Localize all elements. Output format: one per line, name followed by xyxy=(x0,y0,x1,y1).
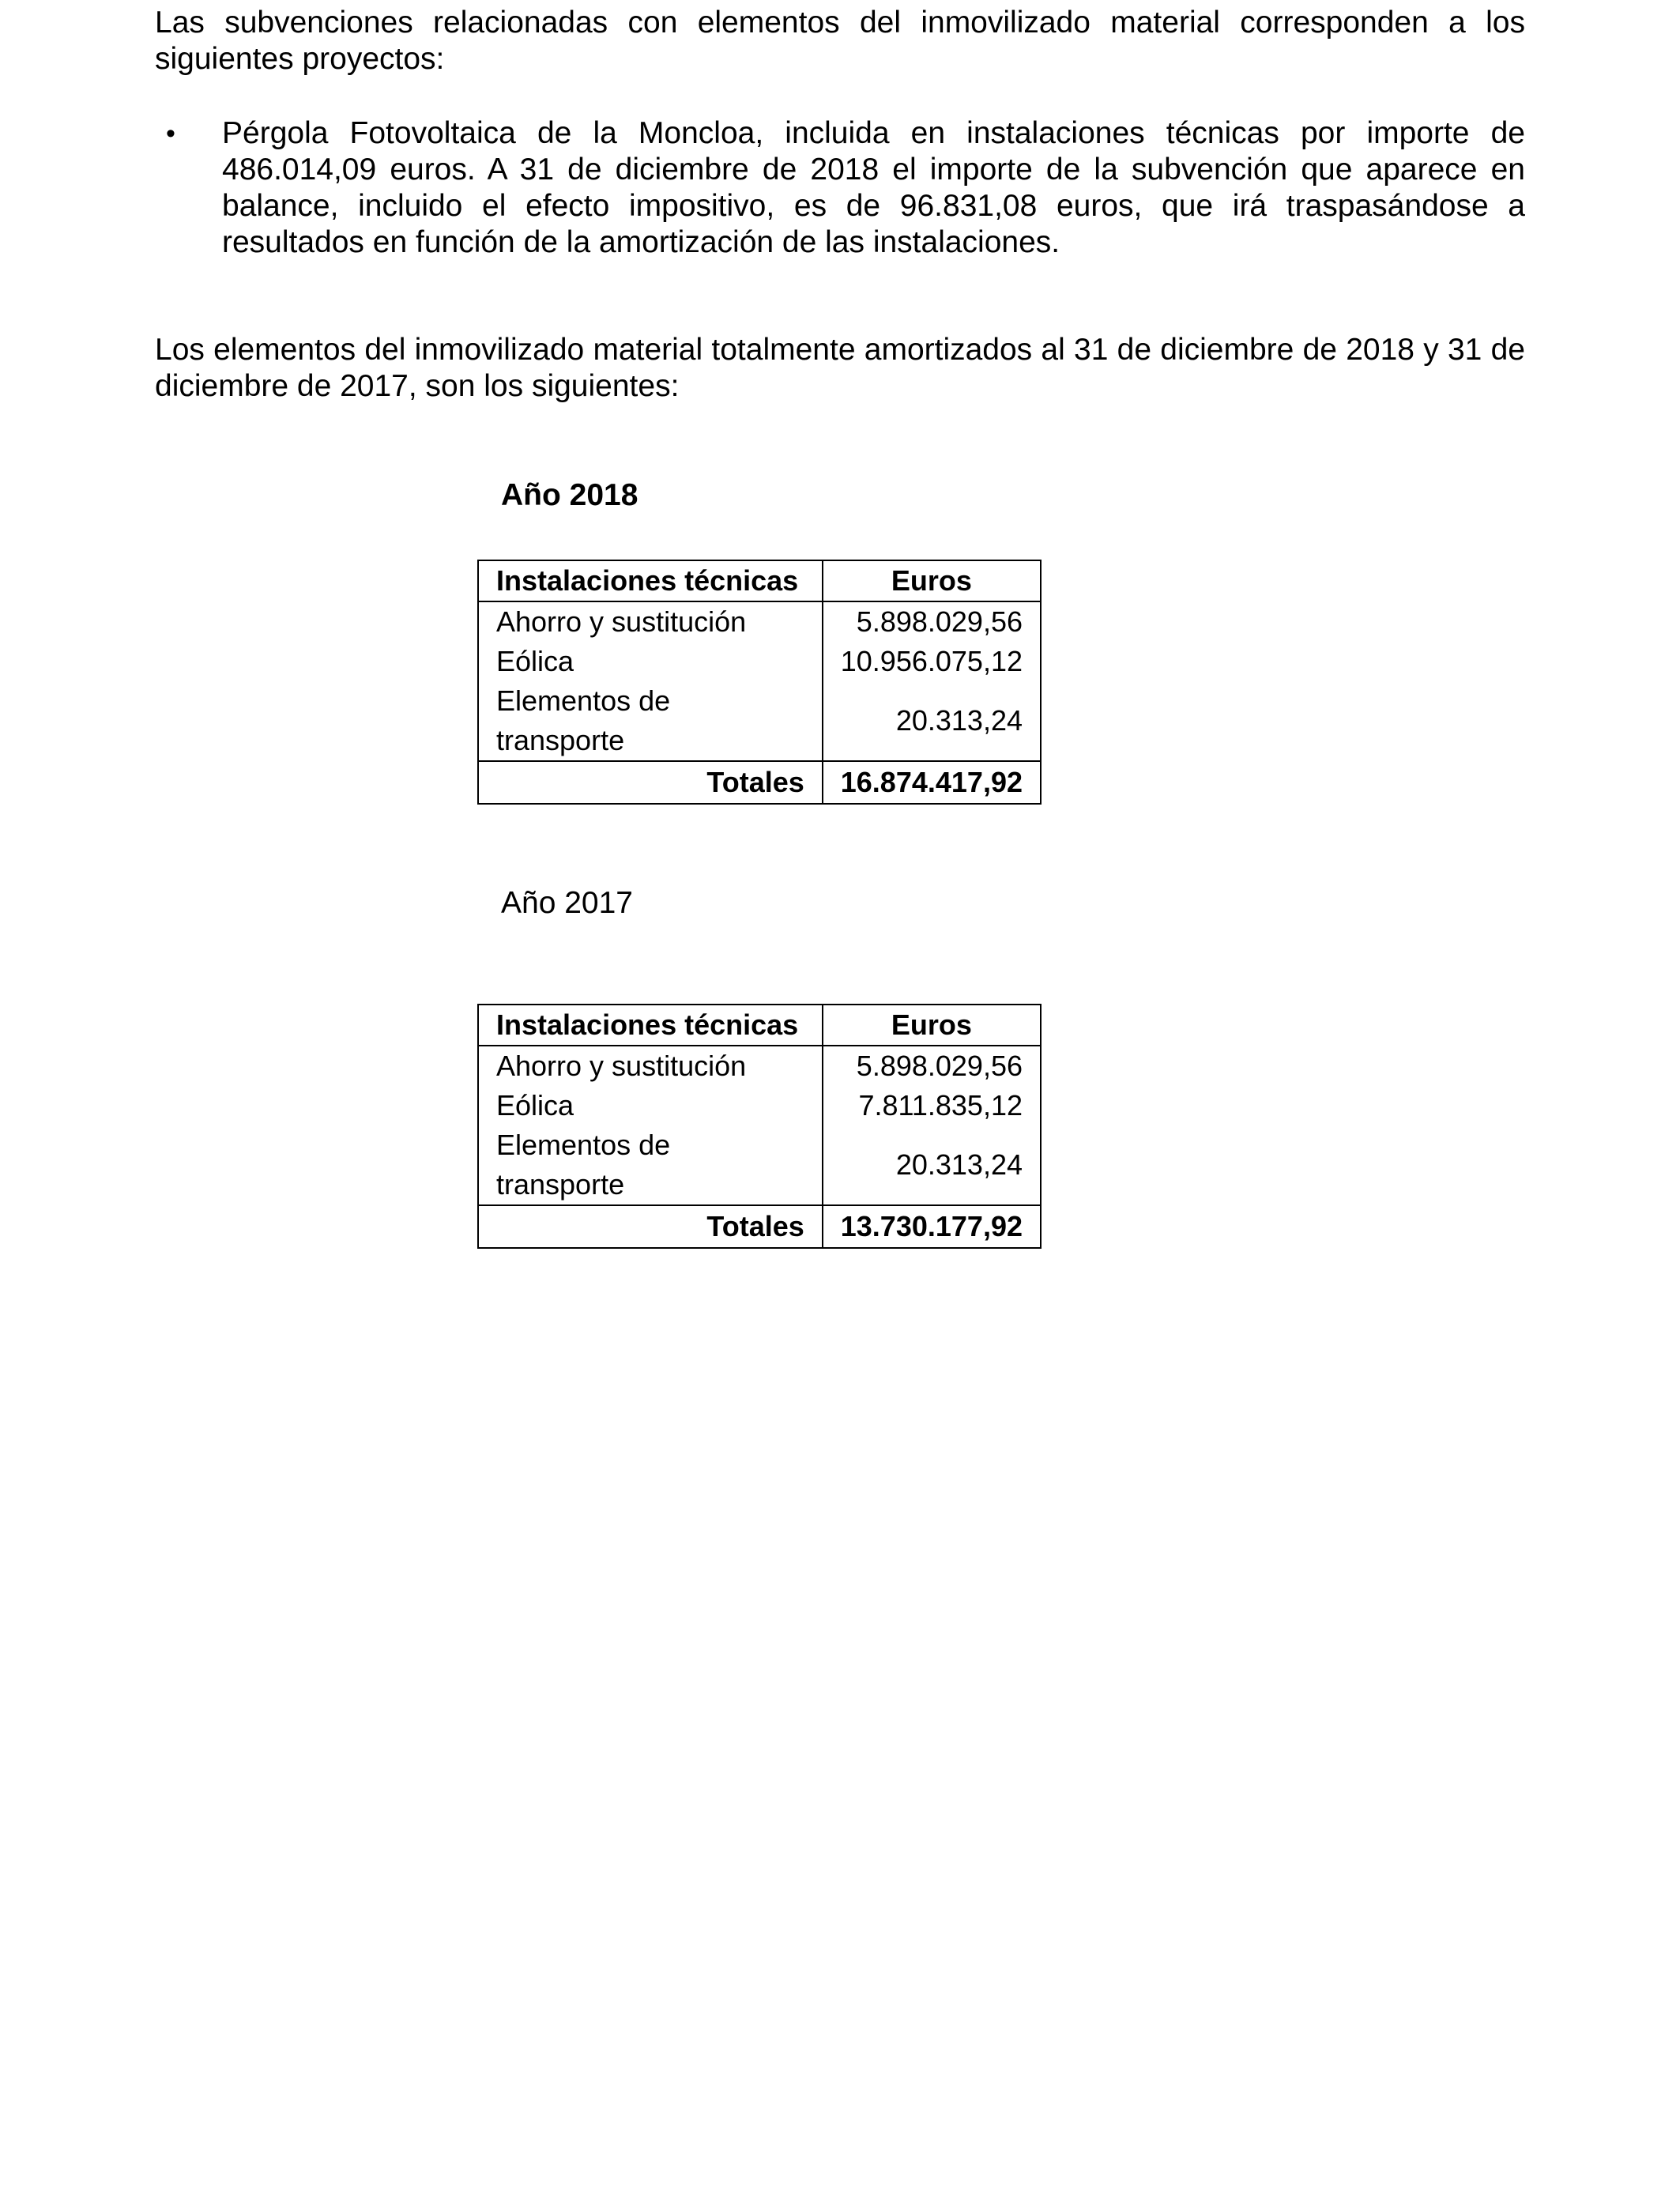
amortized-paragraph: Los elementos del inmovilizado material totalmente amortizados al 31 de diciembre de 2018 y 31 de diciembre de 2017, son los siguientes: xyxy=(155,333,1525,403)
year-2017-title: Año 2017 xyxy=(501,886,633,920)
year-2018-title: Año 2018 xyxy=(501,478,638,512)
table-2017 xyxy=(477,1004,1042,1249)
total-row xyxy=(478,761,1041,804)
row-value: 20.313,24 xyxy=(823,1125,1041,1205)
row-value: 5.898.029,56 xyxy=(823,601,1041,642)
total-value: 16.874.417,92 xyxy=(823,761,1041,804)
total-label: Totales xyxy=(478,761,823,804)
header-euros: Euros xyxy=(823,1005,1041,1046)
table-row xyxy=(478,1086,1041,1125)
row-label: Eólica xyxy=(478,642,823,681)
row-value: 20.313,24 xyxy=(823,681,1041,761)
table-row xyxy=(478,681,1041,761)
table-header-row xyxy=(478,560,1041,601)
row-label: Elementos de transporte xyxy=(478,1125,823,1205)
row-label: Eólica xyxy=(478,1086,823,1125)
table-row xyxy=(478,1046,1041,1086)
header-euros: Euros xyxy=(823,560,1041,601)
table-row xyxy=(478,1125,1041,1205)
table-row xyxy=(478,601,1041,642)
row-label: Ahorro y sustitución xyxy=(478,1046,823,1086)
total-label: Totales xyxy=(478,1205,823,1248)
total-row xyxy=(478,1205,1041,1248)
header-instalaciones: Instalaciones técnicas xyxy=(478,1005,823,1046)
table-2018 xyxy=(477,560,1042,805)
total-value: 13.730.177,92 xyxy=(823,1205,1041,1248)
header-instalaciones: Instalaciones técnicas xyxy=(478,560,823,601)
row-value: 5.898.029,56 xyxy=(823,1046,1041,1086)
row-label: Elementos de transporte xyxy=(478,681,823,761)
row-value: 10.956.075,12 xyxy=(823,642,1041,681)
table-header-row xyxy=(478,1005,1041,1046)
row-value: 7.811.835,12 xyxy=(823,1086,1041,1125)
intro-paragraph: Las subvenciones relacionadas con elementos del inmovilizado material corresponden a los siguientes proyectos: xyxy=(155,6,1525,76)
table-row xyxy=(478,642,1041,681)
row-label: Ahorro y sustitución xyxy=(478,601,823,642)
bullet-text: Pérgola Fotovoltaica de la Moncloa, incluida en instalaciones técnicas por importe de 486.014,09 euros. A 31 de diciembre de 2018 el importe de la subvención que aparece en balance, incluido el efecto impositivo, es de 96.831,08 euros, que irá traspasándose a resultados en función de la amortización de las instalaciones. xyxy=(222,116,1525,259)
bullet-marker: • xyxy=(166,119,175,149)
